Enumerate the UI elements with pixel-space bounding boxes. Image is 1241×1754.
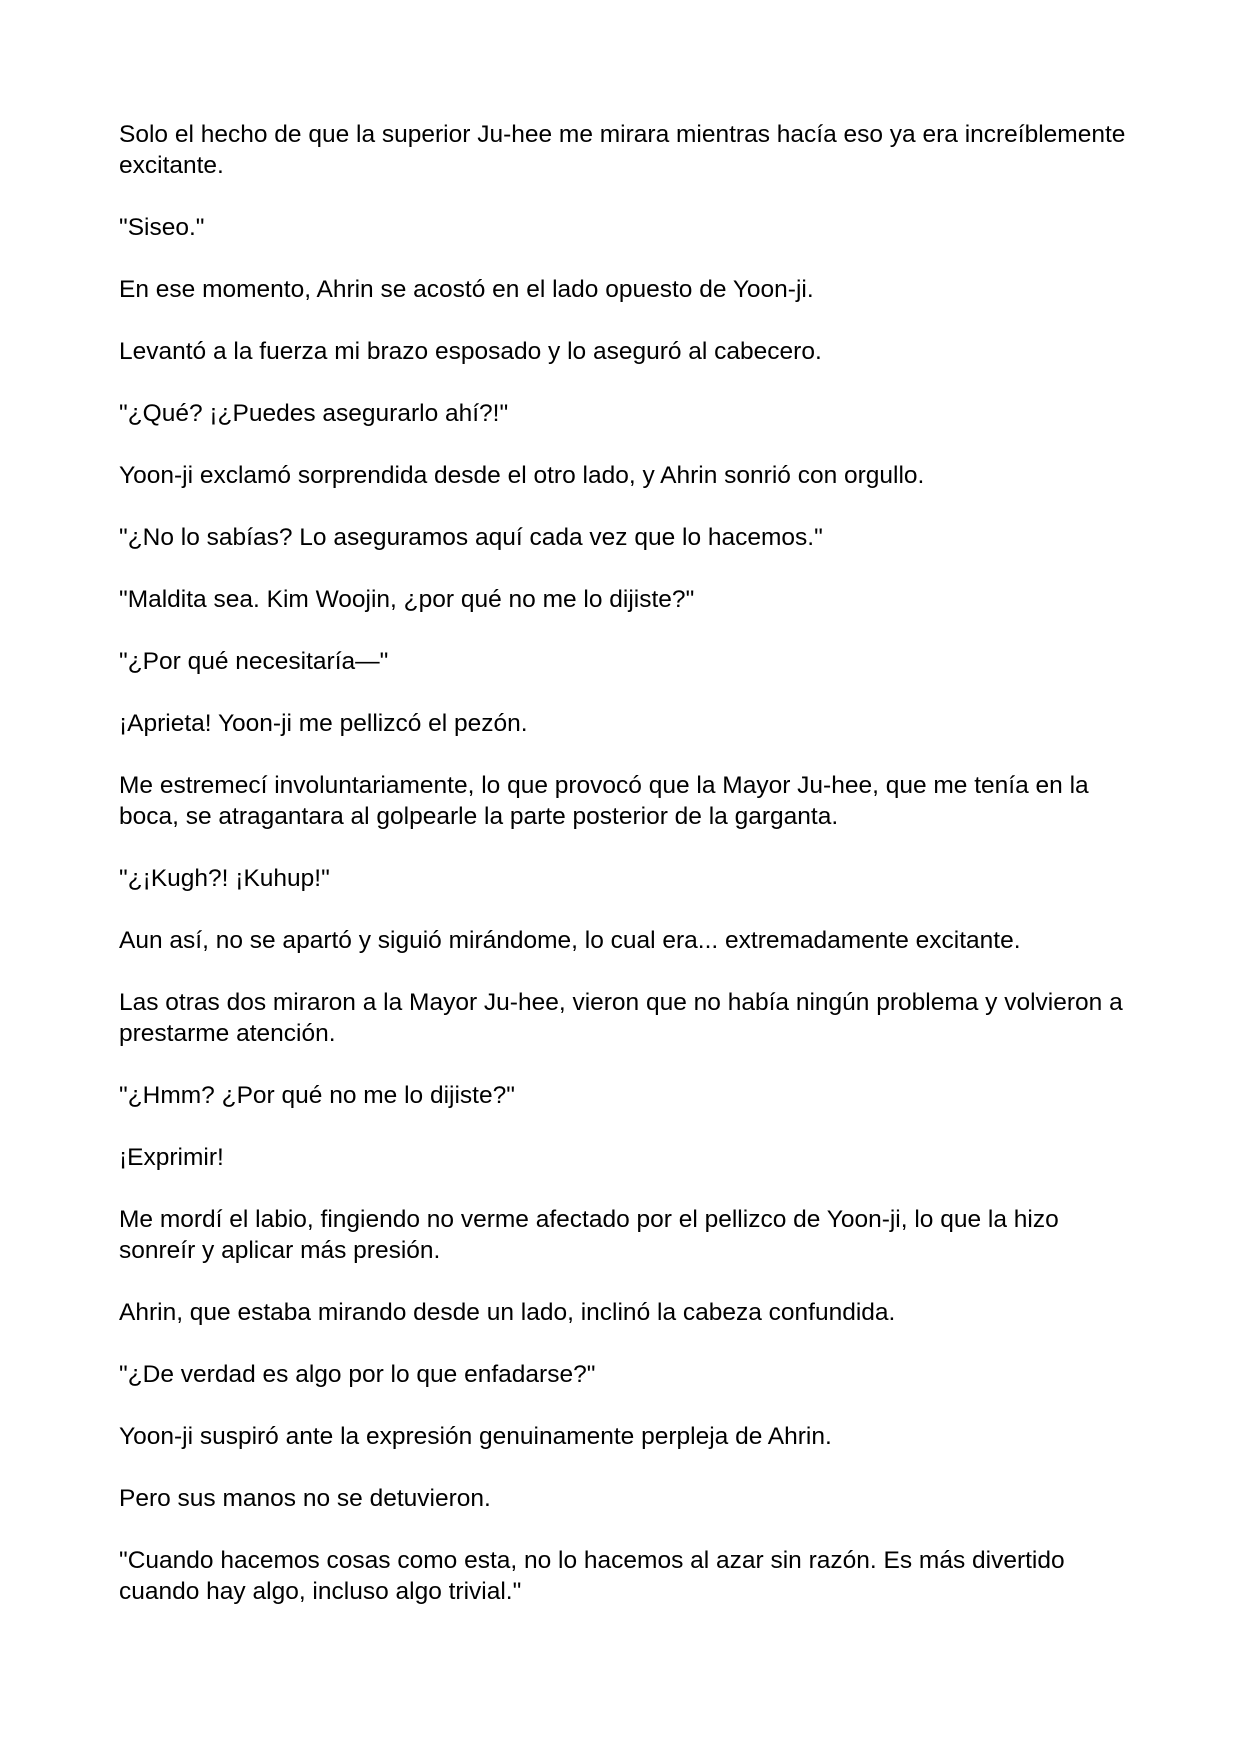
paragraph-10: ¡Aprieta! Yoon-ji me pellizcó el pezón. xyxy=(119,710,528,737)
paragraph-20: Yoon-ji suspiró ante la expresión genuinamente perpleja de Ahrin. xyxy=(119,1423,832,1450)
paragraph-12: "¿¡Kugh?! ¡Kuhup!" xyxy=(119,865,330,892)
document-body xyxy=(119,119,1129,1638)
paragraph-9: "¿Por qué necesitaría—" xyxy=(119,648,389,675)
paragraph-7: "¿No lo sabías? Lo aseguramos aquí cada vez que lo hacemos." xyxy=(119,524,823,551)
paragraph-5: "¿Qué? ¡¿Puedes asegurarlo ahí?!" xyxy=(119,400,509,427)
paragraph-21: Pero sus manos no se detuvieron. xyxy=(119,1485,491,1512)
paragraph-11: Me estremecí involuntariamente, lo que provocó que la Mayor Ju-hee, que me tenía en la boca, se atragantara al golpearle la parte posterior de la garganta. xyxy=(119,772,1089,830)
paragraph-18: Ahrin, que estaba mirando desde un lado, inclinó la cabeza confundida. xyxy=(119,1299,896,1326)
paragraph-3: En ese momento, Ahrin se acostó en el lado opuesto de Yoon-ji. xyxy=(119,276,814,303)
paragraph-8: "Maldita sea. Kim Woojin, ¿por qué no me lo dijiste?" xyxy=(119,586,695,613)
paragraph-2: "Siseo." xyxy=(119,214,205,241)
paragraph-16: ¡Exprimir! xyxy=(119,1144,224,1171)
paragraph-6: Yoon-ji exclamó sorprendida desde el otro lado, y Ahrin sonrió con orgullo. xyxy=(119,462,925,489)
paragraph-13: Aun así, no se apartó y siguió mirándome, lo cual era... extremadamente excitante. xyxy=(119,927,1021,954)
paragraph-14: Las otras dos miraron a la Mayor Ju-hee, vieron que no había ningún problema y volvieron a prestarme atención. xyxy=(119,989,1123,1047)
paragraph-17: Me mordí el labio, fingiendo no verme afectado por el pellizco de Yoon-ji, lo que la hizo sonreír y aplicar más presión. xyxy=(119,1206,1059,1264)
paragraph-4: Levantó a la fuerza mi brazo esposado y lo aseguró al cabecero. xyxy=(119,338,822,365)
paragraph-1: Solo el hecho de que la superior Ju-hee me mirara mientras hacía eso ya era increíblemente excitante. xyxy=(119,121,1126,179)
paragraph-19: "¿De verdad es algo por lo que enfadarse?" xyxy=(119,1361,596,1388)
paragraph-15: "¿Hmm? ¿Por qué no me lo dijiste?" xyxy=(119,1082,515,1109)
paragraph-22: "Cuando hacemos cosas como esta, no lo hacemos al azar sin razón. Es más divertido cuando hay algo, incluso algo trivial." xyxy=(119,1547,1065,1605)
